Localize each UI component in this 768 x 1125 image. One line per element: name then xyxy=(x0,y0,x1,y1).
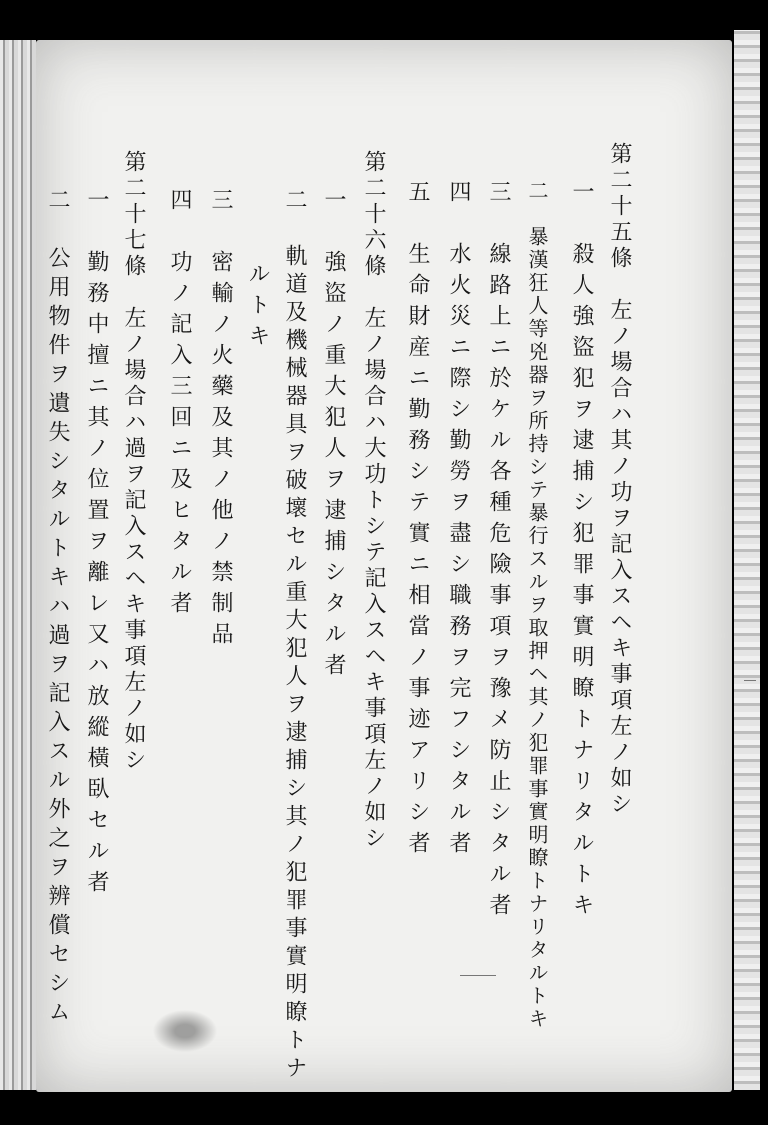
article-25-item-2: 二 暴漢狂人等兇器ヲ所持シテ暴行スルヲ取押ヘ其ノ犯罪事實明瞭トナリタルトキ xyxy=(525,180,549,1031)
article-25-item-4: 四 水火災ニ際シ勤勞ヲ盡シ職務ヲ完フシタル者 xyxy=(446,180,471,862)
article-27-item-2: 二 公用物件ヲ遺失シタルトキハ過ヲ記入スル外之ヲ辨償セシム xyxy=(45,188,70,1029)
article-26-item-4: 四 功ノ記入三回ニ及ヒタル者 xyxy=(167,188,192,622)
margin-rule xyxy=(460,975,496,976)
ink-smudge xyxy=(150,1008,220,1054)
article-27-item-1: 一 勤務中擅ニ其ノ位置ヲ離レ又ハ放縱橫臥セル者 xyxy=(84,188,109,901)
book-binding xyxy=(0,40,36,1090)
article-25-item-1: 一 殺人強盜犯ヲ逮捕シ犯罪事實明瞭トナリタルトキ xyxy=(569,180,594,924)
article-26-item-2: 二 軌道及機械器具ヲ破壞セル重大犯人ヲ逮捕シ其ノ犯罪事實明瞭トナ xyxy=(282,188,307,1084)
edge-mark xyxy=(744,680,756,681)
article-26-item-2-continued: ルトキ xyxy=(245,262,270,355)
article-26-heading: 第二十六條 左ノ場合ハ大功トシテ記入スヘキ事項左ノ如シ xyxy=(361,150,386,852)
article-25-heading: 第二十五條 左ノ場合ハ其ノ功ヲ記入スヘキ事項左ノ如シ xyxy=(607,142,632,818)
article-25-item-3: 三 線路上ニ於ケル各種危險事項ヲ豫メ防止シタル者 xyxy=(486,180,511,924)
article-27-heading: 第二十七條 左ノ場合ハ過ヲ記入スヘキ事項左ノ如シ xyxy=(121,150,146,774)
article-26-item-3: 三 密輸ノ火藥及其ノ他ノ禁制品 xyxy=(208,188,233,653)
article-25-item-5: 五 生命財産ニ勤務シテ實ニ相當ノ事迹アリシ者 xyxy=(405,180,430,862)
page-edge xyxy=(734,30,760,1090)
article-26-item-1: 一 強盜ノ重大犯人ヲ逮捕シタル者 xyxy=(321,188,346,684)
